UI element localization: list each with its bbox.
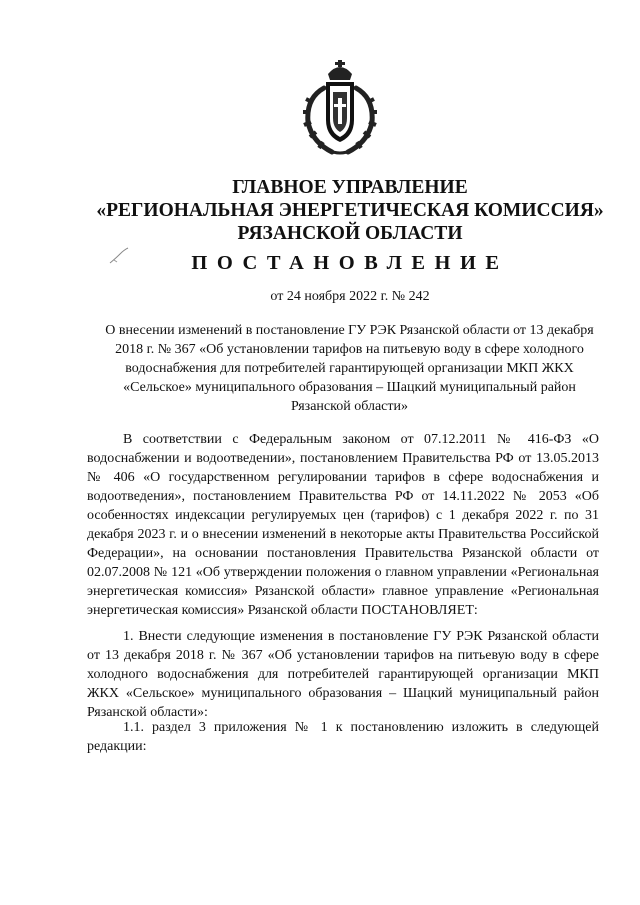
document-type-title: ПОСТАНОВЛЕНИЕ <box>191 252 509 274</box>
agency-title-line-1: ГЛАВНОЕ УПРАВЛЕНИЕ <box>232 177 468 198</box>
coat-of-arms-icon <box>298 58 382 158</box>
preamble-paragraph: В соответствии с Федеральным законом от 07.12.2011 № 416-ФЗ «О водоснабжении и водоотведении», постановлением Правительства РФ от 13.05.2013 № 406 «О государственном регулировании тарифов в сфере водоснабжения и водоотведения», постановлением Правительства РФ от 14.11.2022 № 2053 «Об особенностях индексации регулируемых цен (тарифов) с 1 декабря 2022 г. по 31 декабря 2023 г. и о внесении изменений в некоторые акты Правительства Российской Федерации», на основании постановления Правительства Рязанской области от 02.07.2008 № 121 «Об утверждении положения о главном управлении «Региональная энергетическая комиссия» Рязанской области» главное управление «Региональная энергетическая комиссия» Рязанской области ПОСТАНОВЛЯЕТ: <box>87 432 599 618</box>
agency-title-line-3: РЯЗАНСКОЙ ОБЛАСТИ <box>237 223 463 244</box>
agency-title-line-2: «РЕГИОНАЛЬНАЯ ЭНЕРГЕТИЧЕСКАЯ КОМИССИЯ» <box>96 200 604 221</box>
item-1-paragraph: 1. Внести следующие изменения в постановление ГУ РЭК Рязанской области от 13 декабря 2018 г. № 367 «Об установлении тарифов на питьевую воду в сфере холодного водоснабжения для потребителей гарантирующей организации МКП ЖКХ «Сельское» муниципального образования – Шацкий муниципальный район Рязанской области»: <box>87 629 599 720</box>
document-subject: О внесении изменений в постановление ГУ РЭК Рязанской области от 13 декабря 2018 г. № 367 «Об установлении тарифов на питьевую воду в сфере холодного водоснабжения для потребителей гарантирующей организации МКП ЖКХ «Сельское» муниципального образования – Шацкий муниципальный район Рязанской области» <box>105 323 594 414</box>
item-1-1-paragraph: 1.1. раздел 3 приложения № 1 к постановлению изложить в следующей редакции: <box>87 720 599 754</box>
pen-mark-icon <box>108 246 130 266</box>
document-date-number: от 24 ноября 2022 г. № 242 <box>270 289 430 304</box>
